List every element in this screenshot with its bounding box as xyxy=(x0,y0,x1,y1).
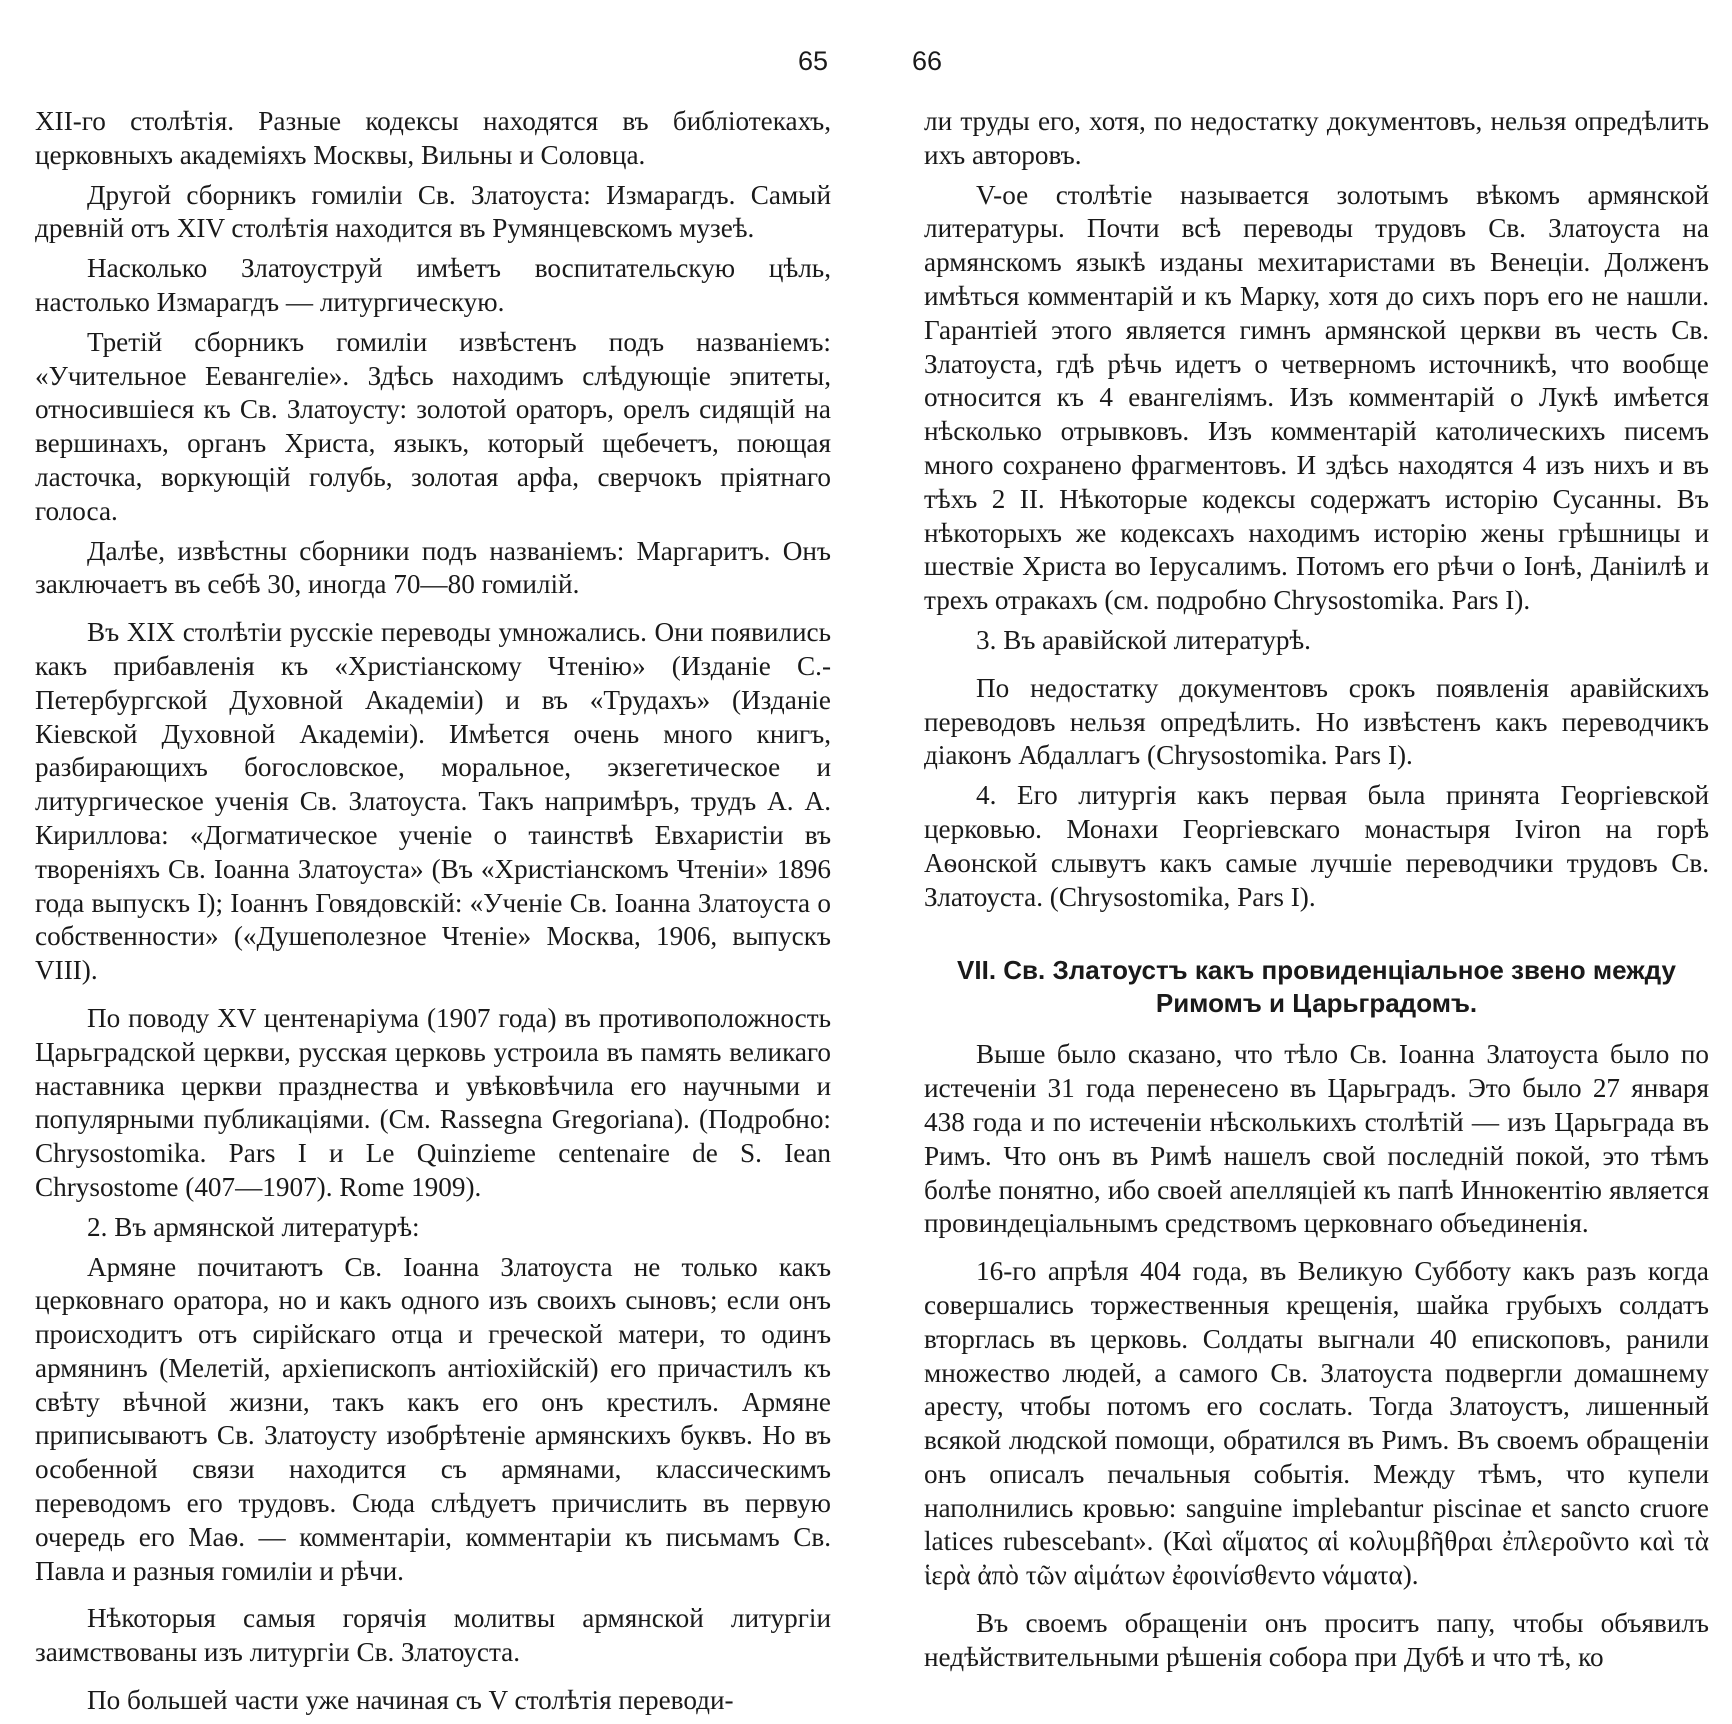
paragraph: 16-го апрѣля 404 года, въ Великую Субботу какъ разъ когда совершались торжественныя крещенія, шайка грубыхъ солдатъ вторглась въ церковь. Солдаты выгнали 40 епископовъ, ранили множество людей, а самого Св. Златоуста подвергли домашнему аресту, чтобы потомъ его сослать. Тогда Златоустъ, лишенный всякой людской помощи, обратился въ Римъ. Въ своемъ обращеніи онъ описалъ печальныя событія. Между тѣмъ, что купели наполнились кровью: sanguine implebantur piscinae et sancto cruore latices rubescebant». (Καὶ αἵματος αἱ κολυμβῆθραι ἐπλεροῦντο καὶ τὰ ἱερὰ ἀπὸ τῶν αἱμάτων ἐφοινίσθεντο νάματα). xyxy=(924,1256,1709,1591)
paragraph: 4. Его литургія какъ первая была принята Георгіевской церковью. Монахи Георгіевскаго монастыря Iviron на горѣ Аѳонской слывутъ какъ самые лучшіе переводчики трудовъ Св. Златоуста. (Chrysostomika, Pars I). xyxy=(924,780,1709,912)
paragraph: Третій сборникъ гомиліи извѣстенъ подъ названіемъ: «Учительное Еевангеліе». Здѣсь находимъ слѣдующіе эпитеты, относившіеся къ Св. Златоусту: золотой ораторъ, орелъ сидящій на вершинахъ, органъ Христа, языкъ, который щебечетъ, поющая ласточка, воркующій голубь, золотая арфа, сверчокъ пріятнаго голоса. xyxy=(35,326,831,526)
paragraph: Въ XIX столѣтіи русскіе переводы умножались. Они появились какъ прибавленія къ «Христіанскому Чтенію» (Изданіе С.-Петербургской Духовной Академіи) и въ «Трудахъ» (Изданіе Кіевской Духовной Академіи). Имѣется очень много книгъ, разбирающихъ богословское, моральное, экзегетическое и литургическое ученія Св. Златоуста. Такъ напримѣръ, трудъ А. А. Кириллова: «Догматическое ученіе о таинствѣ Евхаристіи въ твореніяхъ Св. Іоанна Златоуста» (Въ «Христіанскомъ Чтеніи» 1896 года выпускъ I); Іоаннъ Говядовскій: «Ученіе Св. Іоанна Златоуста о собственности» («Душеполезное Чтеніе» Москва, 1906, выпускъ VIII). xyxy=(35,617,831,986)
right-page xyxy=(866,0,1732,1672)
paragraph: V-ое столѣтіе называется золотымъ вѣкомъ армянской литературы. Почти всѣ переводы трудовъ Св. Златоуста на армянскомъ языкѣ изданы мехитаристами въ Венеціи. Долженъ имѣться комментарій и къ Марку, хотя до сихъ поръ его не нашли. Гарантіей этого является гимнъ армянской церкви въ честь Св. Златоуста, гдѣ рѣчь идетъ о четверномъ источникѣ, что вообще относится къ 4 евангеліямъ. Изъ комментарій о Лукѣ имѣется нѣсколько отрывковъ. Изъ комментарій католическихъ писемъ много сохранено фрагментовъ. И здѣсь находятся 4 изъ нихъ и въ тѣхъ 2 II. Нѣкоторые кодексы содержатъ исторію Сусанны. Въ нѣкоторыхъ же кодексахъ находимъ исторію жены грѣшницы и шествіе Христа во Іерусалимъ. Потомъ его рѣчи о Іонѣ, Даніилѣ и трехъ отракахъ (см. подробно Chrysostomika. Pars I). xyxy=(924,179,1709,616)
paragraph: По поводу XV центенаріума (1907 года) въ противоположность Царьградской церкви, русская церковь устроила въ память великаго наставника церкви празднества и увѣковѣчила его научными и популярными публикаціями. (См. Rassegna Gregoriana). (Подробно: Chrysostomika. Pars I и Le Quinzieme centenaire de S. Iean Chrysostome (407—1907). Rome 1909). xyxy=(35,1002,831,1202)
page-number: 65 xyxy=(798,46,829,76)
paragraph: ли труды его, хотя, по недостатку документовъ, нельзя опредѣлить ихъ авторовъ. xyxy=(924,106,1709,170)
chapter-heading: VII. Св. Златоустъ какъ провиденціальное звено между Римомъ и Царьградомъ. xyxy=(957,955,1676,1019)
section-label: 3. Въ аравійской литературѣ. xyxy=(976,624,1311,655)
paragraph: По большей части уже начиная съ V столѣтія переводи- xyxy=(87,1685,734,1716)
section-label: 2. Въ армянской литературѣ: xyxy=(87,1211,420,1242)
left-page xyxy=(0,0,866,1716)
paragraph: Другой сборникъ гомиліи Св. Златоуста: Измарагдъ. Самый древній отъ XIV столѣтія находится въ Румянцевскомъ музеѣ. xyxy=(35,179,831,244)
paragraph: Армяне почитаютъ Св. Іоанна Златоуста не только какъ церковнаго оратора, но и какъ одного изъ своихъ сыновъ; если онъ происходитъ отъ сирійскаго отца и греческой матери, то одинъ армянинъ (Мелетій, архіепископъ антіохійскій) его причастилъ къ свѣту вѣчной жизни, такъ какъ его онъ крестилъ. Армяне приписываютъ Св. Златоусту изобрѣтеніе армянскихъ буквъ. Но въ особенной связи находится съ армянами, классическимъ переводомъ его трудовъ. Сюда слѣдуетъ причислить въ первую очередь его Маѳ. — комментаріи, комментаріи къ письмамъ Св. Павла и разныя гомиліи и рѣчи. xyxy=(35,1251,831,1586)
paragraph: Выше было сказано, что тѣло Св. Іоанна Златоуста было по истеченіи 31 года перенесено въ Царьградъ. Это было 27 января 438 года и по истеченіи нѣсколькихъ столѣтій — изъ Царьграда въ Римъ. Что онъ въ Римѣ нашелъ свой последній покой, это тѣмъ болѣе понятно, ибо своей апелляціей къ папѣ Иннокентію является провиндеціальнымъ средствомъ церковнаго объединенія. xyxy=(924,1039,1709,1239)
paragraph: Нѣкоторыя самыя горячія молитвы армянской литургіи заимствованы изъ литургіи Св. Златоуста. xyxy=(35,1603,831,1668)
paragraph: XII-го столѣтія. Разные кодексы находятся въ библіотекахъ, церковныхъ академіяхъ Москвы, Вильны и Соловца. xyxy=(35,106,831,170)
paragraph: Насколько Златоуструй имѣетъ воспитательскую цѣль, настолько Измарагдъ — литургическую. xyxy=(35,253,831,317)
paragraph: По недостатку документовъ срокъ появленія аравійскихъ переводовъ нельзя опредѣлить. Но извѣстенъ какъ переводчикъ діаконъ Абдаллагъ (Chrysostomika. Pars I). xyxy=(924,672,1709,771)
page-number: 66 xyxy=(912,46,943,76)
paragraph: Въ своемъ обращеніи онъ проситъ папу, чтобы объявилъ недѣйствительными рѣшенія собора при Дубѣ и что тѣ, ко xyxy=(924,1608,1709,1672)
paragraph: Далѣе, извѣстны сборники подъ названіемъ: Маргаритъ. Онъ заключаетъ въ себѣ 30, иногда 70—80 гомилій. xyxy=(35,535,831,600)
text-column xyxy=(924,105,1709,1681)
text-column xyxy=(35,105,831,1724)
